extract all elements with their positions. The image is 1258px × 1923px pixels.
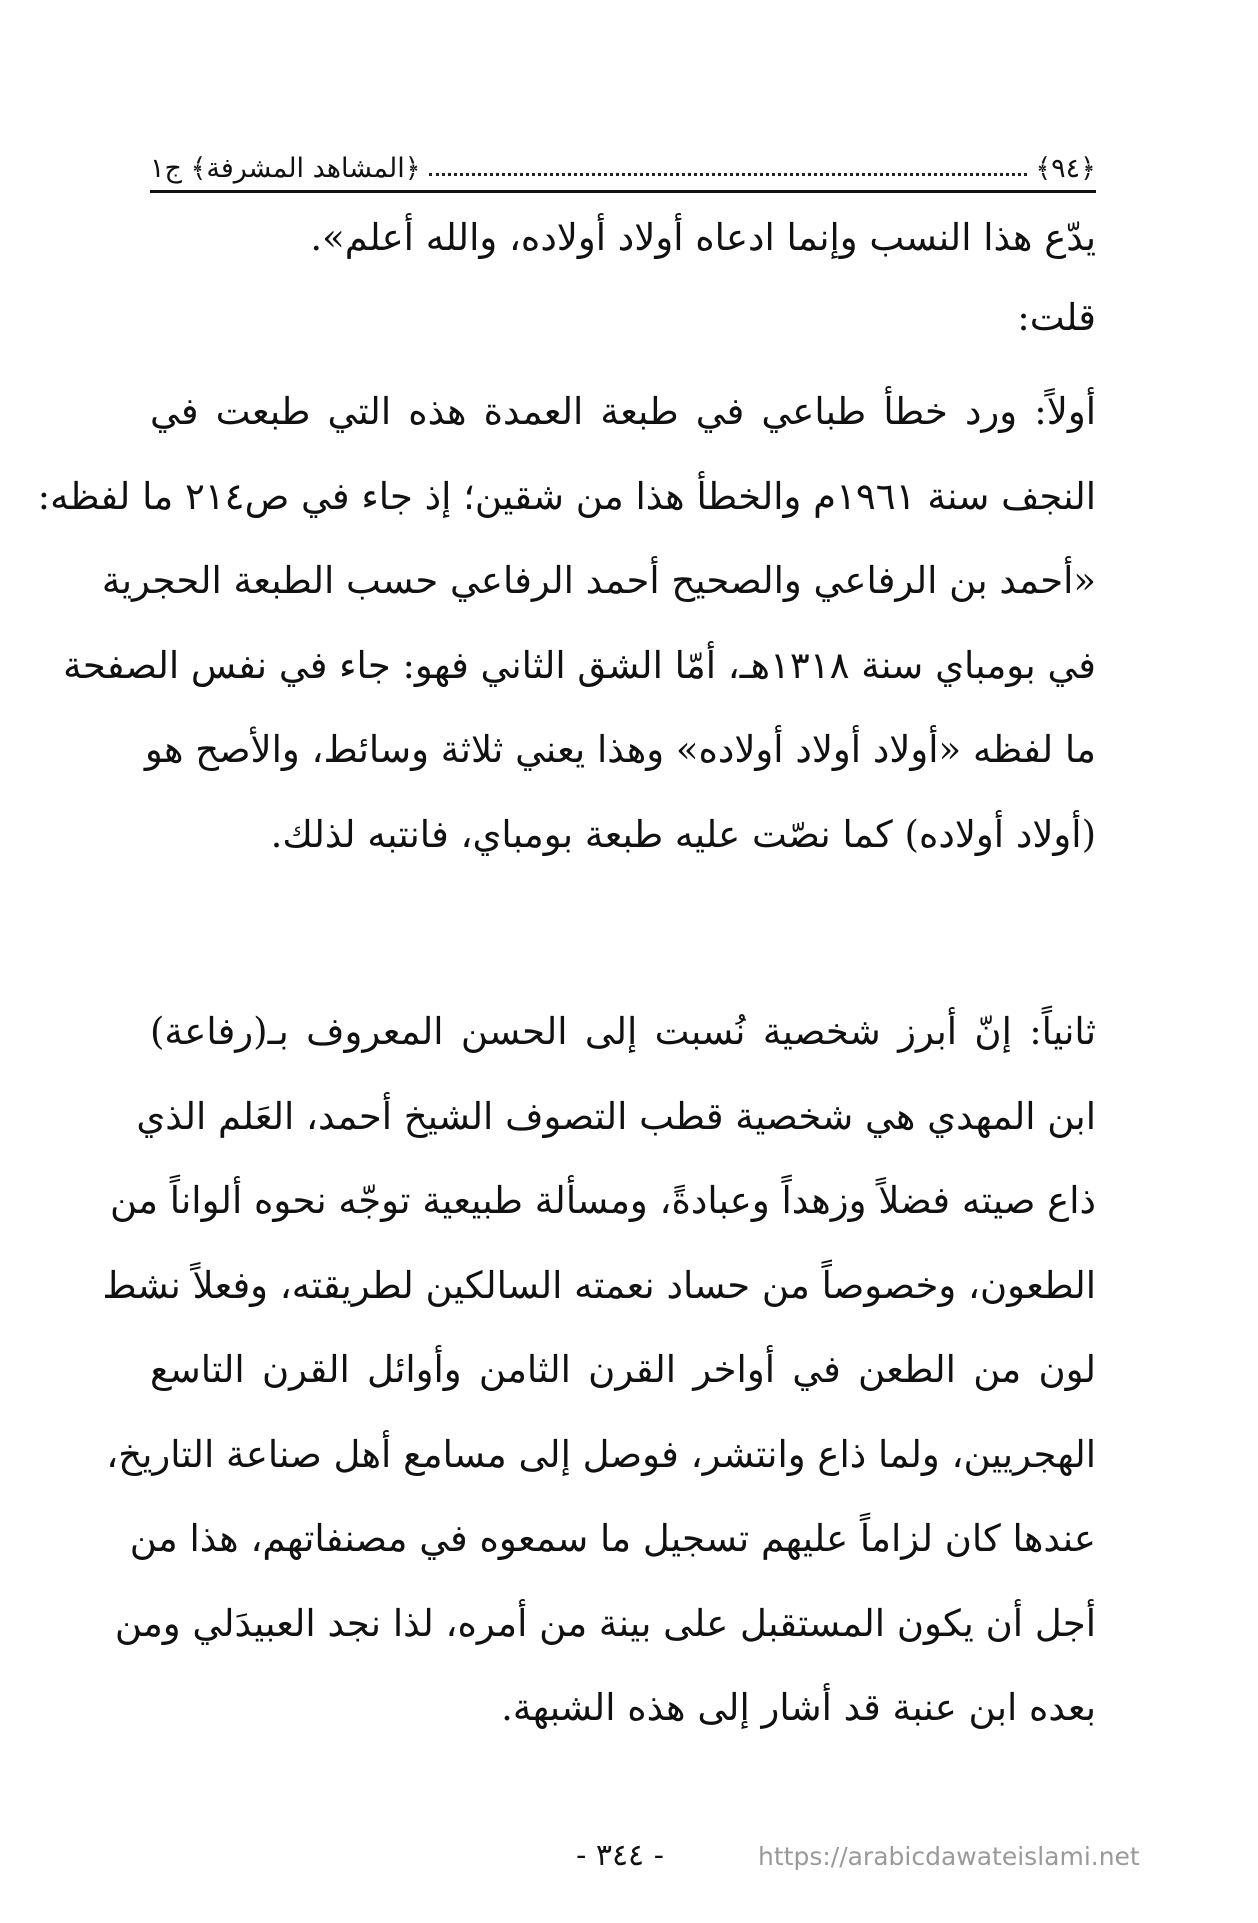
text-line: ما لفظه «أولاد أولاد أولاده» وهذا يعني ثلاثة وسائط، والأصح هو	[144, 728, 1096, 771]
text-line: الطعون، وخصوصاً من حساد نعمته السالكين لطريقته، وفعلاً نشط	[102, 1263, 1096, 1307]
text-line: يدّع هذا النسب وإنما ادعاه أولاد أولاده، والله أعلم».	[310, 216, 1096, 259]
text-line: ابن المهدي هي شخصية قطب التصوف الشيخ أحمد، العَلم الذي	[136, 1094, 1096, 1138]
text-line: النجف سنة ١٩٦١م والخطأ هذا من شقين؛ إذ جاء في ص٢١٤ ما لفظه:	[37, 474, 1096, 518]
text-line: في بومباي سنة ١٣١٨هـ، أمّا الشق الثاني فهو: جاء في نفس الصفحة	[63, 643, 1096, 687]
paragraph-qult	[150, 276, 1096, 361]
text-line: لون من الطعن في أواخر القرن الثامن وأوائل القرن التاسع	[150, 1348, 1096, 1391]
paragraph-second-point	[102, 990, 1096, 1751]
text-line: «أحمد بن الرفاعي والصحيح أحمد الرفاعي حسب الطبعة الحجرية	[101, 559, 1096, 602]
text-line: عندها كان لزاماً عليهم تسجيل ما سمعوه في مصنفاتهم، هذا من	[129, 1517, 1096, 1560]
text-line: (أولاد أولاده) كما نصّت عليه طبعة بومباي، فانتبه لذلك.	[270, 812, 1096, 856]
paragraph-first-point	[37, 370, 1096, 877]
watermark-url: https://arabicdawateislami.net	[758, 1842, 1140, 1871]
paragraph-continuation	[150, 196, 1096, 281]
header-dot-leader	[429, 173, 1028, 176]
text-line: الهجريين، ولما ذاع وانتشر، فوصل إلى مسامع أهل صناعة التاريخ،	[106, 1432, 1096, 1476]
text-line: أجل أن يكون المستقبل على بينة من أمره، لذا نجد العبيدَلي ومن	[114, 1601, 1096, 1645]
header-page-number: ﴿٩٤﴾	[1035, 153, 1096, 184]
header-book-title: ﴿المشاهد المشرفة﴾ ج١	[150, 153, 421, 184]
text-line: بعده ابن عنبة قد أشار إلى هذه الشبهة.	[501, 1686, 1096, 1729]
text-line: ذاع صيته فضلاً وزهداً وعبادةً، ومسألة طبيعية توجّه نحوه ألواناً من	[109, 1179, 1096, 1222]
text-line: ثانياً: إنّ أبرز شخصية نُسبت إلى الحسن المعروف بـ(رفاعة)	[150, 1010, 1096, 1053]
header-rule	[150, 190, 1096, 193]
text-line: أولاً: ورد خطأ طباعي في طبعة العمدة هذه التي طبعت في	[150, 390, 1096, 433]
footer-page-number: - ٣٤٤ -	[576, 1838, 664, 1873]
running-header	[150, 140, 1096, 186]
text-line: قلت:	[1017, 296, 1096, 339]
